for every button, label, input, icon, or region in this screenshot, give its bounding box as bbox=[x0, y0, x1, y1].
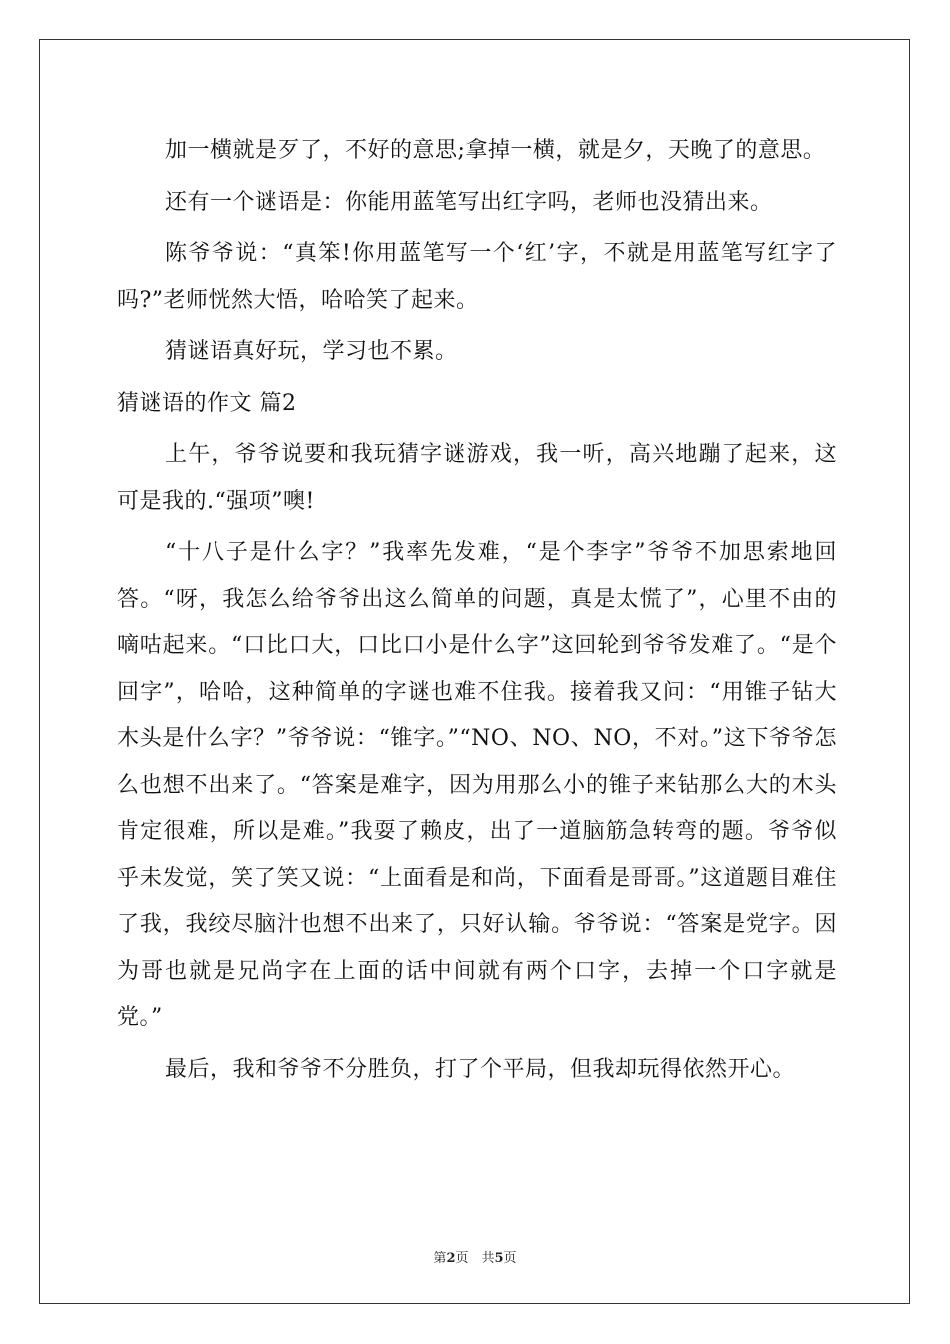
paragraph: 上午，爷爷说要和我玩猜字谜游戏，我一听，高兴地蹦了起来，这可是我的.“强项”噢! bbox=[117, 442, 837, 514]
paragraph: 加一横就是歹了，不好的意思;拿掉一横，就是夕，天晚了的意思。 bbox=[165, 138, 826, 163]
section-heading: 猜谜语的作文 篇2 bbox=[117, 390, 297, 416]
document-body bbox=[117, 128, 837, 1098]
paragraph: “十八子是什么字？”我率先发难，“是个李字”爷爷不加思索地回答。“呀，我怎么给爷爷出这么简单的问题，真是太慌了”，心里不由的嘀咕起来。“口比口大，口比口小是什么字”这回轮到爷爷发难了。“是个回字”，哈哈，这种简单的字谜也难不住我。接着我又问：“用锥子钻大木头是什么字？”爷爷说：“锥字。”“NO、NO、NO，不对。”这下爷爷怎么也想不出来了。“答案是难字，因为用那么小的锥子来钻那么大的木头肯定很难，所以是难。”我耍了赖皮，出了一道脑筋急转弯的题。爷爷似乎未发觉，笑了笑又说：“上面看是和尚，下面看是哥哥。”这道题目难住了我，我绞尽脑汁也想不出来了，只好认输。爷爷说：“答案是党字。因为哥也就是兄尚字在上面的话中间就有两个口字，去掉一个口字就是党。” bbox=[117, 540, 837, 1030]
paragraph: 还有一个谜语是：你能用蓝笔写出红字吗，老师也没猜出来。 bbox=[165, 189, 773, 215]
paragraph: 最后，我和爷爷不分胜负，打了个平局，但我却玩得依然开心。 bbox=[165, 1056, 796, 1082]
total-page-number: 5 bbox=[494, 1251, 504, 1266]
footer-prefix: 第 bbox=[433, 1251, 447, 1266]
footer-mid: 页 共 bbox=[455, 1251, 495, 1266]
footer-suffix: 页 bbox=[503, 1251, 517, 1266]
page-footer bbox=[0, 1247, 950, 1266]
paragraph: 陈爷爷说：“真笨!你用蓝笔写一个‘红’字，不就是用蓝笔写红字了吗?”老师恍然大悟，哈哈笑了起来。 bbox=[117, 241, 837, 313]
current-page-number: 2 bbox=[446, 1251, 456, 1266]
paragraph: 猜谜语真好玩，学习也不累。 bbox=[165, 339, 458, 364]
